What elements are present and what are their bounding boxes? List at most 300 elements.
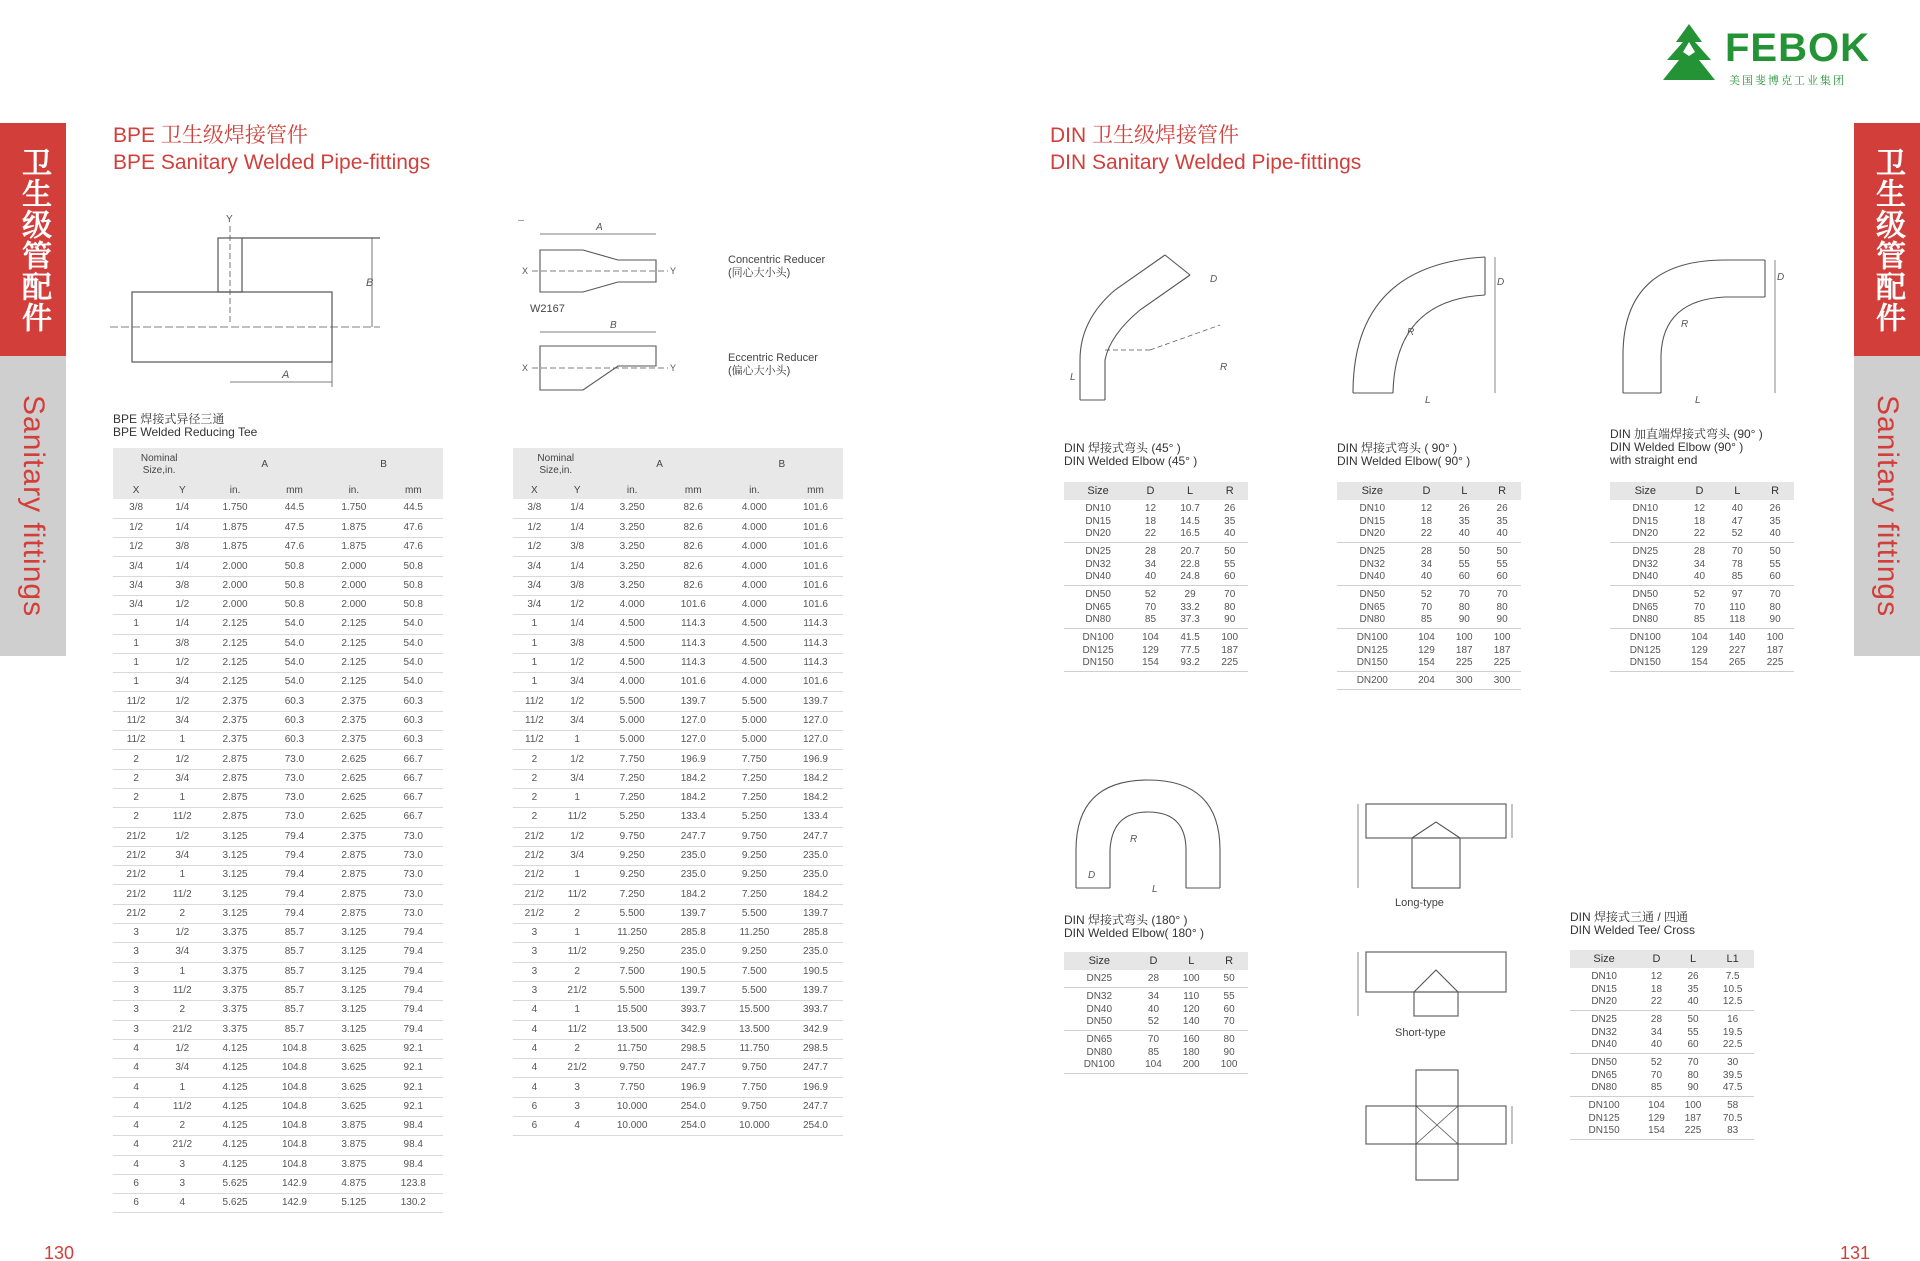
table-cell: 2 [513, 750, 556, 769]
table-row [513, 827, 843, 846]
table-cell: 235.0 [788, 943, 843, 962]
table-row [1064, 1031, 1248, 1047]
table-cell: 21/2 [513, 827, 556, 846]
table-cell: 40 [1408, 571, 1446, 586]
table-cell: 101.6 [788, 518, 843, 537]
table-cell: 1/4 [556, 615, 599, 634]
svg-text:L: L [1152, 884, 1158, 895]
table-cell: 129 [1142, 644, 1159, 656]
table-cell: DN40 [1610, 571, 1681, 586]
table-cell: 3.250 [599, 576, 666, 595]
table-cell: 11/2 [159, 808, 205, 827]
table-cell: 133.4 [666, 808, 721, 827]
table-cell: 100 [1766, 632, 1784, 643]
table-cell: 52 [1718, 528, 1756, 543]
table-cell: 101.6 [788, 576, 843, 595]
table-cell: 133.4 [788, 808, 843, 827]
table-row [113, 1059, 443, 1078]
table-cell: 73.0 [265, 808, 324, 827]
table-cell: 29 [1184, 589, 1196, 600]
table-cell: 3/4 [159, 711, 205, 730]
table-row [1610, 543, 1794, 559]
table-cell: 114.3 [666, 634, 721, 653]
table-cell: 66.7 [384, 750, 443, 769]
table-cell: 3.375 [205, 981, 264, 1000]
table-row [1337, 614, 1521, 629]
table-row [1610, 644, 1794, 657]
table-cell: 3.125 [324, 1020, 383, 1039]
concentric-reducer-label: Concentric Reducer (同心大小头) [728, 254, 826, 279]
table-cell: DN125 [1356, 644, 1388, 656]
table-row [1064, 657, 1248, 672]
svg-text:L: L [1695, 395, 1701, 405]
table-row [1610, 614, 1794, 629]
table-row [1064, 970, 1248, 988]
table-cell: 73.0 [384, 885, 443, 904]
table-cell: 26 [1496, 503, 1508, 514]
table-cell: DN10 [1632, 503, 1659, 514]
table-cell: 3/8 [556, 634, 599, 653]
table-cell: 1 [556, 788, 599, 807]
subheader-cell: Y [556, 482, 599, 499]
table-cell: 104.8 [265, 1078, 324, 1097]
col-b: B [721, 448, 843, 482]
table-row [1610, 558, 1794, 571]
svg-text:L: L [1070, 372, 1076, 383]
elbow-45-caption: DIN 焊接式弯头 (45° ) DIN Welded Elbow (45° ) [1064, 441, 1198, 468]
table-cell: 85 [1638, 1082, 1675, 1097]
table-cell: 2.000 [324, 595, 383, 614]
table-cell: 4.500 [721, 634, 788, 653]
table-cell: 35 [1458, 515, 1470, 527]
table-cell: 3.125 [205, 866, 264, 885]
table-cell: 4.000 [721, 595, 788, 614]
table-row [1337, 515, 1521, 528]
table-cell: 28 [1144, 546, 1157, 557]
table-row [513, 943, 843, 962]
table-cell: 24.8 [1169, 571, 1212, 586]
table-cell: 247.7 [666, 827, 721, 846]
table-row [1570, 1011, 1754, 1027]
table-cell: 5.500 [721, 904, 788, 923]
table-cell: 85.7 [265, 943, 324, 962]
table-cell: 5.000 [599, 731, 666, 750]
table-cell: 10.000 [599, 1117, 666, 1136]
table-cell: DN25 [1359, 546, 1386, 557]
table-cell: 5.500 [721, 692, 788, 711]
table-cell: 90 [1756, 614, 1794, 629]
table-cell: 285.8 [666, 924, 721, 943]
table-row [1570, 1069, 1754, 1082]
table-cell: 3/8 [159, 576, 205, 595]
table-cell: 184.2 [788, 788, 843, 807]
table-cell: 104 [1691, 632, 1708, 643]
table-cell: 78 [1731, 558, 1743, 570]
table-cell: 127.0 [666, 731, 721, 750]
table-cell: 4 [113, 1059, 159, 1078]
table-cell: 4.500 [599, 634, 666, 653]
table-cell: 10.000 [599, 1097, 666, 1116]
col-a: A [205, 448, 324, 482]
table-row [1570, 1082, 1754, 1097]
table-cell: 60 [1445, 571, 1483, 586]
table-cell: 1/2 [513, 518, 556, 537]
elbow-90-table [1337, 482, 1521, 690]
table-cell: DN125 [1629, 644, 1661, 656]
table-cell: 16 [1727, 1014, 1739, 1025]
table-cell: 4 [113, 1078, 159, 1097]
table-cell: 52 [1693, 589, 1706, 600]
table-cell: 3/4 [513, 557, 556, 576]
table-cell: 3 [113, 1001, 159, 1020]
col-a: A [599, 448, 721, 482]
table-row [513, 962, 843, 981]
table-cell: 1 [513, 673, 556, 692]
table-row [113, 962, 443, 981]
table-cell: 54.0 [384, 634, 443, 653]
table-cell: 184.2 [666, 788, 721, 807]
table-cell: 3 [159, 1155, 205, 1174]
table-row [113, 1155, 443, 1174]
table-cell: 4.000 [599, 673, 666, 692]
table-cell: 3.250 [599, 538, 666, 557]
table-cell: DN20 [1064, 528, 1132, 543]
table-cell: 44.5 [384, 499, 443, 518]
table-row [513, 1097, 843, 1116]
table-row [513, 595, 843, 614]
table-cell: 196.9 [788, 750, 843, 769]
table-cell: 4.000 [721, 673, 788, 692]
table-cell: 2 [556, 962, 599, 981]
table-cell: 79.4 [384, 1020, 443, 1039]
table-row [113, 788, 443, 807]
subheader-cell: mm [265, 482, 324, 499]
table-cell: 55 [1687, 1026, 1699, 1038]
table-cell: 2.875 [205, 788, 264, 807]
table-cell: 2.875 [205, 750, 264, 769]
table-row [1337, 543, 1521, 559]
table-row [113, 711, 443, 730]
table-cell: 4.875 [324, 1174, 383, 1193]
table-cell: 60.3 [384, 692, 443, 711]
table-cell: DN65 [1359, 601, 1386, 613]
table-cell: DN50 [1632, 589, 1659, 600]
table-cell: 80 [1496, 601, 1508, 613]
brand-logo [1655, 22, 1870, 92]
elbow-90-straight-caption: DIN 加直端焊接式弯头 (90° ) DIN Welded Elbow (90° ) with straight end [1610, 427, 1763, 467]
table-cell: 28 [1693, 546, 1706, 557]
tee-cross-caption: DIN 焊接式三通 / 四通 DIN Welded Tee/ Cross [1570, 910, 1695, 937]
long-type-label: Long-type [1395, 897, 1444, 909]
table-cell: 187 [1455, 644, 1473, 656]
table-cell: DN20 [1610, 528, 1681, 543]
table-cell: 70 [1769, 589, 1781, 600]
table-cell: 196.9 [666, 750, 721, 769]
table-cell: 28 [1650, 1014, 1663, 1025]
table-cell: 98.4 [384, 1136, 443, 1155]
table-cell: 104 [1142, 632, 1159, 643]
table-cell: 9.250 [721, 846, 788, 865]
table-cell: 2.000 [205, 576, 264, 595]
table-cell: 139.7 [788, 981, 843, 1000]
table-cell: 187 [1493, 644, 1511, 656]
table-cell: 190.5 [666, 962, 721, 981]
table-cell: 11/2 [159, 981, 205, 1000]
table-cell: 10.7 [1180, 503, 1200, 514]
table-cell: 1/2 [556, 692, 599, 711]
table-cell: 3 [513, 924, 556, 943]
eccentric-reducer-label: Eccentric Reducer (偏心大小头) [728, 352, 818, 377]
table-cell: DN50 [1085, 589, 1111, 600]
table-cell: 60.3 [265, 692, 324, 711]
table-cell: 104 [1418, 632, 1435, 643]
table-cell: 58 [1727, 1100, 1739, 1111]
table-cell: 11/2 [113, 731, 159, 750]
table-cell: 3.250 [599, 557, 666, 576]
table-cell: 7.500 [599, 962, 666, 981]
header-cell: L [1718, 482, 1756, 500]
svg-text:B: B [366, 277, 374, 289]
table-cell: 54.0 [265, 634, 324, 653]
page-number-right: 131 [1840, 1243, 1871, 1261]
svg-text:D: D [1210, 274, 1218, 285]
table-cell: 54.0 [265, 615, 324, 634]
table-cell: 40 [1675, 996, 1712, 1011]
table-cell: 101.6 [666, 673, 721, 692]
table-cell: 101.6 [666, 595, 721, 614]
table-cell: DN32 [1085, 558, 1111, 570]
table-cell: 184.2 [666, 885, 721, 904]
svg-text:A: A [596, 222, 603, 233]
table-cell: 4 [113, 1155, 159, 1174]
table-cell: 3/4 [556, 769, 599, 788]
table-cell: 90 [1445, 614, 1483, 629]
table-cell: 22 [1638, 996, 1675, 1011]
table-cell: 1/2 [113, 538, 159, 557]
elbow-90-straight-table [1610, 482, 1794, 672]
table-cell: 7.750 [721, 1078, 788, 1097]
table-row [1610, 528, 1794, 543]
table-cell: 4 [513, 1039, 556, 1058]
table-cell: 54.0 [384, 615, 443, 634]
table-cell: 139.7 [666, 904, 721, 923]
subheader-cell: in. [205, 482, 264, 499]
table-row [113, 576, 443, 595]
table-cell: 187 [1684, 1112, 1702, 1124]
table-cell: 21/2 [113, 827, 159, 846]
table-cell: 50 [1458, 546, 1470, 557]
table-cell: 7.750 [599, 1078, 666, 1097]
table-cell: 342.9 [788, 1020, 843, 1039]
table-cell: 2.125 [324, 615, 383, 634]
table-cell: 9.750 [721, 1097, 788, 1116]
table-row [113, 538, 443, 557]
table-row [1337, 672, 1521, 690]
table-cell: 11/2 [113, 711, 159, 730]
table-cell: 12 [1420, 503, 1433, 514]
table-cell: 60 [1483, 571, 1521, 586]
table-cell: 1 [513, 615, 556, 634]
table-cell: 3 [113, 943, 159, 962]
table-cell: 7.250 [599, 769, 666, 788]
table-cell: 3/4 [113, 576, 159, 595]
table-row [113, 1097, 443, 1116]
header-cell: L1 [1711, 950, 1754, 968]
table-cell: 235.0 [666, 846, 721, 865]
table-cell: DN15 [1359, 515, 1386, 527]
side-tab-left [0, 123, 66, 656]
table-cell: 4.000 [721, 557, 788, 576]
table-cell: DN10 [1359, 503, 1386, 514]
table-row [1337, 601, 1521, 614]
table-row [513, 711, 843, 730]
table-cell: 47.5 [1711, 1082, 1754, 1097]
table-cell: 129 [1691, 644, 1708, 656]
table-cell: 22.8 [1180, 558, 1200, 570]
table-cell: 90 [1483, 614, 1521, 629]
tree-logo-icon [1655, 22, 1723, 84]
table-cell: DN10 [1085, 503, 1111, 514]
table-cell: 3 [556, 1078, 599, 1097]
table-cell: 3.875 [324, 1136, 383, 1155]
table-cell: 3/4 [159, 769, 205, 788]
table-cell: 22.5 [1711, 1039, 1754, 1054]
table-cell: DN10 [1591, 971, 1617, 982]
table-cell: 79.4 [265, 904, 324, 923]
table-row [1064, 586, 1248, 602]
table-cell: DN80 [1086, 1046, 1113, 1058]
table-cell: 12 [1693, 503, 1706, 514]
table-cell: 5.000 [599, 711, 666, 730]
table-cell: 2.125 [324, 673, 383, 692]
section-title-en: DIN Sanitary Welded Pipe-fittings [1050, 151, 1362, 174]
table-row [1064, 1046, 1248, 1059]
table-row [513, 866, 843, 885]
table-row [1610, 586, 1794, 602]
table-cell: 52 [1650, 1057, 1663, 1068]
table-cell: 4.000 [721, 576, 788, 595]
table-cell: 3 [513, 943, 556, 962]
table-cell: 47 [1731, 515, 1743, 527]
table-cell: 2.375 [324, 731, 383, 750]
table-cell: 1.875 [205, 518, 264, 537]
table-cell: 82.6 [666, 518, 721, 537]
subheader-cell: Y [159, 482, 205, 499]
header-cell: L [1172, 952, 1210, 970]
table-cell: DN65 [1085, 601, 1111, 613]
table-cell: 11.250 [599, 924, 666, 943]
table-cell: 4 [113, 1097, 159, 1116]
table-cell: 7.5 [1725, 971, 1740, 982]
table-row [113, 518, 443, 537]
table-cell: 28 [1420, 546, 1433, 557]
table-row [1064, 988, 1248, 1004]
table-cell: 83 [1711, 1125, 1754, 1140]
svg-text:D: D [1497, 277, 1505, 288]
table-cell: 35 [1224, 515, 1236, 527]
table-cell: 139.7 [666, 981, 721, 1000]
table-cell: 190.5 [788, 962, 843, 981]
table-cell: 342.9 [666, 1020, 721, 1039]
table-cell: 254.0 [666, 1117, 721, 1136]
side-tab-right [1854, 123, 1920, 656]
table-cell: 129 [1648, 1112, 1665, 1124]
table-row [113, 1174, 443, 1193]
section-title-bpe [113, 122, 430, 176]
table-cell: 3.875 [324, 1117, 383, 1136]
table-row [1064, 571, 1248, 586]
table-row [113, 827, 443, 846]
table-cell: 235.0 [666, 866, 721, 885]
table-cell: 11/2 [159, 1097, 205, 1116]
table-cell: 39.5 [1722, 1069, 1743, 1081]
table-cell: 77.5 [1180, 644, 1200, 656]
table-cell: 1/2 [113, 518, 159, 537]
table-cell: 104.8 [265, 1039, 324, 1058]
table-cell: 30 [1727, 1057, 1739, 1068]
table-cell: 90 [1211, 614, 1248, 629]
table-cell: 33.2 [1180, 601, 1200, 613]
table-cell: 92.1 [384, 1078, 443, 1097]
long-tee-drawing [1352, 790, 1522, 898]
subheader-cell: mm [384, 482, 443, 499]
table-cell: 2 [113, 808, 159, 827]
header-cell: R [1211, 482, 1248, 500]
table-row [513, 615, 843, 634]
table-cell: 2 [159, 1117, 205, 1136]
elbow-180-caption: DIN 焊接式弯头 (180° ) DIN Welded Elbow( 180° ) [1064, 913, 1204, 940]
table-cell: 52 [1420, 589, 1433, 600]
table-cell: 50.8 [265, 557, 324, 576]
table-cell: 110 [1729, 601, 1746, 613]
table-cell: 114.3 [788, 653, 843, 672]
side-tab-cn: 卫生级管配件 [17, 146, 50, 333]
table-cell: 1 [113, 634, 159, 653]
table-row [113, 924, 443, 943]
table-row [1610, 601, 1794, 614]
table-cell: 3.125 [205, 885, 264, 904]
table-cell: 140 [1728, 632, 1746, 643]
table-cell: 225 [1211, 657, 1248, 672]
table-cell: 92.1 [384, 1059, 443, 1078]
table-cell: 79.4 [384, 943, 443, 962]
table-row [113, 769, 443, 788]
table-row [513, 885, 843, 904]
table-cell: 85.7 [265, 924, 324, 943]
table-cell: 4 [556, 1117, 599, 1136]
table-cell: 5.500 [599, 904, 666, 923]
svg-text:R: R [1407, 327, 1415, 338]
elbow-45-drawing [1070, 240, 1270, 410]
table-row [113, 1136, 443, 1155]
table-cell: 3 [113, 924, 159, 943]
table-cell: 50 [1769, 546, 1781, 557]
table-cell: 1/2 [556, 595, 599, 614]
table-cell: 40 [1638, 1039, 1675, 1054]
table-row [513, 750, 843, 769]
side-tab-en: Sanitary fittings [17, 394, 50, 618]
table-cell: 10.5 [1722, 983, 1743, 995]
subheader-cell: mm [788, 482, 843, 499]
table-cell: 50.8 [384, 576, 443, 595]
table-cell: 4 [113, 1039, 159, 1058]
table-cell: 85 [1408, 614, 1446, 629]
table-cell: 196.9 [788, 1078, 843, 1097]
table-cell: DN32 [1632, 558, 1659, 570]
table-cell: 3 [513, 981, 556, 1000]
table-cell: 9.250 [721, 866, 788, 885]
table-row [1570, 1026, 1754, 1039]
